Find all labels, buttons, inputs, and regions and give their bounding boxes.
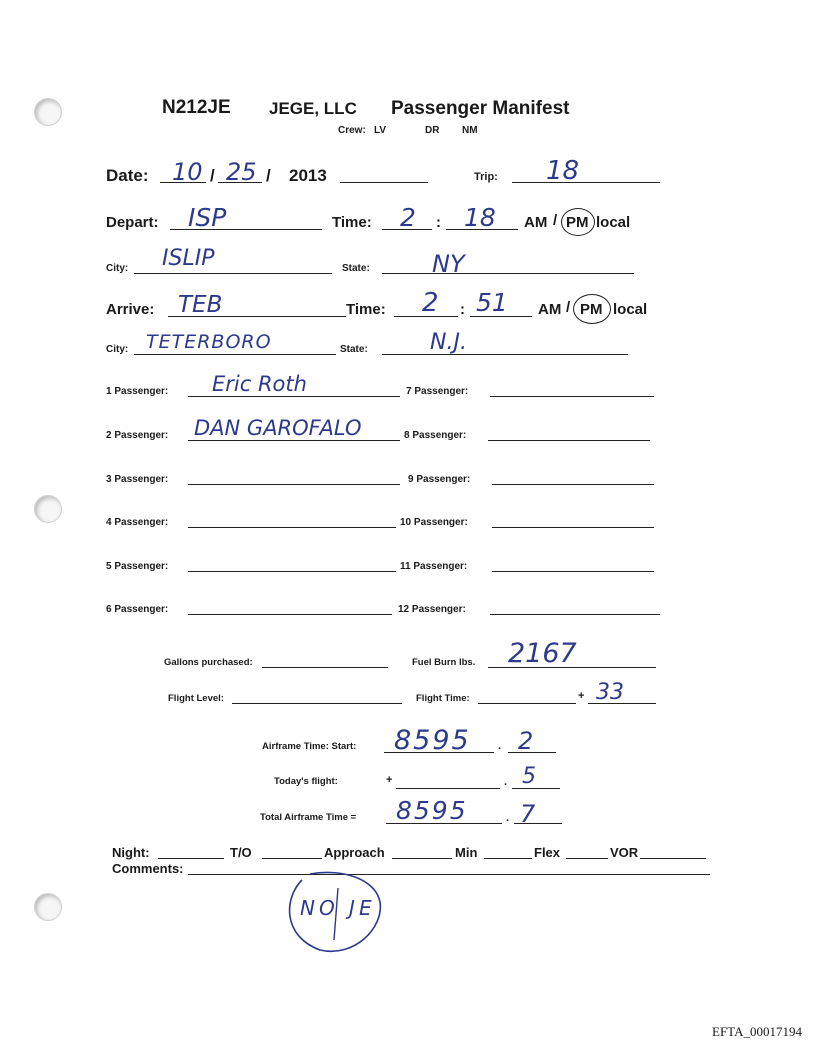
flight-time-value: 33 <box>596 680 624 705</box>
depart-state-label: State: <box>342 263 370 274</box>
min-label: Min <box>455 845 478 860</box>
crew-label: Crew: <box>338 125 366 136</box>
todays-flight-plus: + <box>386 774 393 786</box>
passenger-10-label: 10 Passenger: <box>400 517 468 528</box>
passenger-9-label: 9 Passenger: <box>408 474 471 485</box>
binder-hole-middle <box>34 495 62 523</box>
crew-member-3: NM <box>462 125 478 136</box>
arrive-state-value: N.J. <box>430 330 467 355</box>
airframe-start-whole-value: 8595 <box>394 725 471 756</box>
depart-minute-value: 18 <box>464 203 496 232</box>
crew-member-1: LV <box>374 125 387 136</box>
vor-label: VOR <box>610 845 639 860</box>
depart-pm: PM <box>566 214 589 231</box>
company-name: JEGE, LLC <box>269 99 357 118</box>
depart-slash: / <box>553 212 558 229</box>
arrive-city-value: TETERBORO <box>146 331 272 353</box>
total-airframe-label: Total Airframe Time = <box>260 812 357 823</box>
arrive-state-label: State: <box>340 344 368 355</box>
depart-label: Depart: <box>106 214 159 231</box>
passenger-11-label: 11 Passenger: <box>400 561 468 572</box>
binder-hole-top <box>34 98 62 126</box>
passenger-7-label: 7 Passenger: <box>406 386 469 397</box>
depart-pm-circle <box>561 208 595 236</box>
comment-stamp-text: NO JE <box>300 896 376 920</box>
passenger-5-label: 5 Passenger: <box>106 561 169 572</box>
arrive-pm: PM <box>580 301 603 318</box>
depart-city-label: City: <box>106 263 129 274</box>
arrive-time-colon: : <box>460 301 465 318</box>
passenger-4-label: 4 Passenger: <box>106 517 169 528</box>
date-year: 2013 <box>289 166 327 185</box>
depart-am: AM <box>524 214 548 231</box>
flex-label: Flex <box>534 845 561 860</box>
todays-flight-label: Today's flight: <box>274 776 338 787</box>
document-id: EFTA_00017194 <box>712 1024 802 1039</box>
depart-state-value: NY <box>432 250 465 278</box>
passenger-1-value: Eric Roth <box>212 372 307 396</box>
flight-level-label: Flight Level: <box>168 693 224 704</box>
passenger-1-label: 1 Passenger: <box>106 386 169 397</box>
date-slash-1: / <box>210 166 215 185</box>
trip-value: 18 <box>546 156 580 186</box>
passenger-12-label: 12 Passenger: <box>398 604 466 615</box>
trip-label: Trip: <box>474 171 498 183</box>
depart-local: local <box>596 214 631 231</box>
depart-city-value: ISLIP <box>162 246 215 271</box>
airframe-start-tenth-value: 2 <box>518 727 534 755</box>
todays-flight-dot: . <box>504 776 508 788</box>
todays-flight-tenth-value: 5 <box>522 764 536 789</box>
document-title: Passenger Manifest <box>391 98 570 119</box>
airframe-start-dot: . <box>498 740 502 752</box>
total-airframe-dot: . <box>506 812 510 824</box>
flight-time-label: Flight Time: <box>416 693 470 704</box>
arrive-label: Arrive: <box>106 301 155 318</box>
passenger-8-label: 8 Passenger: <box>404 430 467 441</box>
depart-hour-value: 2 <box>400 203 416 232</box>
fuel-burn-value: 2167 <box>508 638 577 669</box>
passenger-2-value: DAN GAROFALO <box>194 416 362 440</box>
depart-value: ISP <box>188 203 227 232</box>
flight-time-plus: + <box>578 690 585 702</box>
to-label: T/O <box>230 845 252 860</box>
gallons-label: Gallons purchased: <box>164 657 253 668</box>
arrive-minute-value: 51 <box>476 288 508 317</box>
arrive-pm-circle <box>573 294 611 324</box>
crew-member-2: DR <box>425 125 440 136</box>
arrive-local: local <box>613 301 648 318</box>
tail-number: N212JE <box>162 97 231 118</box>
approach-label: Approach <box>324 845 385 860</box>
date-slash-2: / <box>266 166 271 185</box>
arrive-slash: / <box>566 299 571 316</box>
total-airframe-whole-value: 8595 <box>396 796 468 825</box>
passenger-3-label: 3 Passenger: <box>106 474 169 485</box>
arrive-city-label: City: <box>106 344 129 355</box>
passenger-2-label: 2 Passenger: <box>106 430 169 441</box>
arrive-value: TEB <box>178 292 223 318</box>
date-label: Date: <box>106 166 149 185</box>
comment-stamp <box>280 866 390 954</box>
arrive-am: AM <box>538 301 562 318</box>
binder-hole-bottom <box>34 893 62 921</box>
date-month-value: 10 <box>172 158 203 186</box>
fuel-burn-label: Fuel Burn lbs. <box>412 657 476 668</box>
depart-time-label: Time: <box>332 214 372 231</box>
depart-time-colon: : <box>436 214 441 231</box>
comments-label: Comments: <box>112 861 184 876</box>
arrive-time-label: Time: <box>346 301 386 318</box>
night-label: Night: <box>112 845 150 860</box>
arrive-hour-value: 2 <box>422 288 439 318</box>
total-airframe-tenth-value: 7 <box>520 800 536 828</box>
date-day-value: 25 <box>226 158 257 186</box>
passenger-6-label: 6 Passenger: <box>106 604 169 615</box>
airframe-start-label: Airframe Time: Start: <box>262 741 357 752</box>
